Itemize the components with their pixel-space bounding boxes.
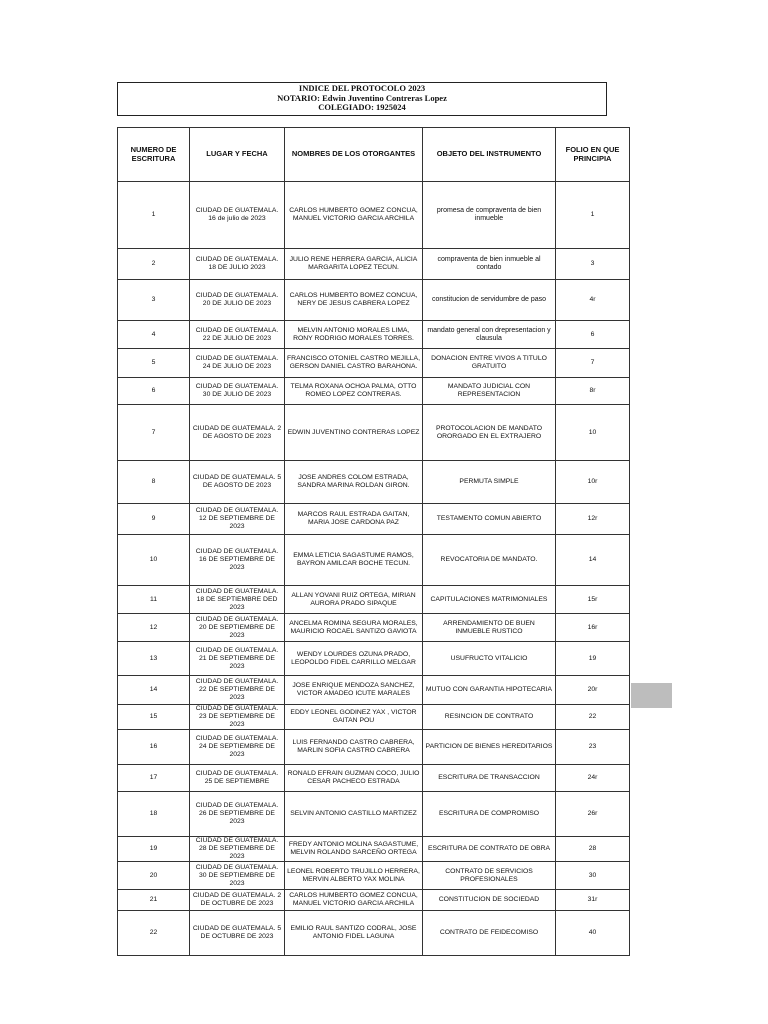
cell-lugar: CIUDAD DE GUATEMALA. 22 DE SEPTIEMBRE DE 2023 (190, 676, 285, 705)
cell-folio: 16r (556, 614, 630, 642)
table-row (118, 535, 630, 586)
cell-otorgantes: SELVIN ANTONIO CASTILLO MARTIZEZ (285, 792, 423, 837)
cell-numero: 16 (118, 730, 190, 765)
cell-objeto: DONACION ENTRE VIVOS A TITULO GRATUITO (423, 349, 556, 378)
cell-lugar: CIUDAD DE GUATEMALA. 24 DE SEPTIEMBRE DE 2023 (190, 730, 285, 765)
cell-otorgantes: JOSE ENRIQUE MENDOZA SANCHEZ, VICTOR AMADEO ICUTE MARALES (285, 676, 423, 705)
cell-folio: 19 (556, 642, 630, 676)
cell-folio: 4r (556, 280, 630, 321)
cell-objeto: MUTUO CON GARANTIA HIPOTECARIA (423, 676, 556, 705)
cell-otorgantes: LEONEL ROBERTO TRUJILLO HERRERA, MERVIN ALBERTO YAX MOLINA (285, 862, 423, 890)
cell-objeto: REVOCATORIA DE MANDATO. (423, 535, 556, 586)
cell-otorgantes: EMILIO RAUL SANTIZO CODRAL, JOSE ANTONIO FIDEL LAGUNA (285, 911, 423, 956)
cell-numero: 9 (118, 504, 190, 535)
cell-folio: 24r (556, 765, 630, 792)
cell-objeto: CONTRATO DE SERVICIOS PROFESIONALES (423, 862, 556, 890)
cell-otorgantes: EMMA LETICIA SAGASTUME RAMOS, BAYRON AMILCAR BOCHE TECUN. (285, 535, 423, 586)
cell-numero: 1 (118, 182, 190, 249)
cell-objeto: CAPITULACIONES MATRIMONIALES (423, 586, 556, 614)
col-header-folio: FOLIO EN QUE PRINCIPIA (556, 128, 630, 182)
cell-objeto: promesa de compraventa de bien inmueble (423, 182, 556, 249)
cell-numero: 2 (118, 249, 190, 280)
cell-folio: 14 (556, 535, 630, 586)
cell-objeto: ESCRITURA DE COMPROMISO (423, 792, 556, 837)
cell-otorgantes: ALLAN YOVANI RUIZ ORTEGA, MIRIAN AURORA PRADO SIPAQUE (285, 586, 423, 614)
cell-objeto: ESCRITURA DE TRANSACCION (423, 765, 556, 792)
cell-otorgantes: MARCOS RAUL ESTRADA GAITAN, MARIA JOSE CARDONA PAZ (285, 504, 423, 535)
table-row (118, 705, 630, 730)
cell-numero: 8 (118, 461, 190, 504)
cell-objeto: TESTAMENTO COMUN ABIERTO (423, 504, 556, 535)
table-row (118, 349, 630, 378)
cell-lugar: CIUDAD DE GUATEMALA. 30 DE JULIO DE 2023 (190, 378, 285, 405)
cell-otorgantes: WENDY LOURDES OZUNA PRADO, LEOPOLDO FIDEL CARRILLO MELGAR (285, 642, 423, 676)
table-row (118, 280, 630, 321)
table-row (118, 642, 630, 676)
cell-folio: 6 (556, 321, 630, 349)
cell-numero: 4 (118, 321, 190, 349)
cell-lugar: CIUDAD DE GUATEMALA. 26 DE SEPTIEMBRE DE 2023 (190, 792, 285, 837)
cell-folio: 31r (556, 890, 630, 911)
cell-otorgantes: FREDY ANTONIO MOLINA SAGASTUME, MELVIN ROLANDO SARCEÑO ORTEGA (285, 837, 423, 862)
cell-folio: 23 (556, 730, 630, 765)
cell-objeto: CONTRATO DE FEIDECOMISO (423, 911, 556, 956)
cell-folio: 20r (556, 676, 630, 705)
cell-lugar: CIUDAD DE GUATEMALA. 20 DE SEPTIEMBRE DE 2023 (190, 614, 285, 642)
side-gray-block (631, 683, 672, 708)
cell-numero: 3 (118, 280, 190, 321)
cell-objeto: RESINCION DE CONTRATO (423, 705, 556, 730)
cell-lugar: CIUDAD DE GUATEMALA. 18 DE SEPTIEMBRE DED 2023 (190, 586, 285, 614)
col-header-otorgantes: NOMBRES DE LOS OTORGANTES (285, 128, 423, 182)
table-row (118, 405, 630, 461)
cell-objeto: USUFRUCTO VITALICIO (423, 642, 556, 676)
notary-registration: COLEGIADO: 1925024 (318, 102, 406, 112)
cell-objeto: mandato general con drepresentacion y clausula (423, 321, 556, 349)
cell-numero: 6 (118, 378, 190, 405)
table-row (118, 378, 630, 405)
table-row (118, 765, 630, 792)
cell-numero: 10 (118, 535, 190, 586)
cell-lugar: CIUDAD DE GUATEMALA. 20 DE JULIO DE 2023 (190, 280, 285, 321)
cell-folio: 1 (556, 182, 630, 249)
cell-otorgantes: RONALD EFRAIN GUZMAN COCO, JULIO CESAR PACHECO ESTRADA (285, 765, 423, 792)
table-row (118, 676, 630, 705)
table-row (118, 182, 630, 249)
cell-objeto: PERMUTA SIMPLE (423, 461, 556, 504)
cell-otorgantes: MELVIN ANTONIO MORALES LIMA, RONY RODRIGO MORALES TORRES. (285, 321, 423, 349)
table-row (118, 730, 630, 765)
cell-numero: 11 (118, 586, 190, 614)
cell-folio: 10 (556, 405, 630, 461)
cell-objeto: CONSTITUCION DE SOCIEDAD (423, 890, 556, 911)
cell-numero: 7 (118, 405, 190, 461)
cell-numero: 12 (118, 614, 190, 642)
cell-lugar: CIUDAD DE GUATEMALA. 28 DE SEPTIEMBRE DE 2023 (190, 837, 285, 862)
table-row (118, 461, 630, 504)
cell-objeto: ESCRITURA DE CONTRATO DE OBRA (423, 837, 556, 862)
table-body (118, 182, 630, 956)
table-row (118, 911, 630, 956)
table-row (118, 862, 630, 890)
cell-lugar: CIUDAD DE GUATEMALA. 12 DE SEPTIEMBRE DE 2023 (190, 504, 285, 535)
cell-lugar: CIUDAD DE GUATEMALA. 2 DE OCTUBRE DE 2023 (190, 890, 285, 911)
cell-lugar: CIUDAD DE GUATEMALA. 18 DE JULIO 2023 (190, 249, 285, 280)
cell-otorgantes: FRANCISCO OTONIEL CASTRO MEJILLA, GERSON DANIEL CASTRO BARAHONA. (285, 349, 423, 378)
table-row (118, 890, 630, 911)
table-row (118, 504, 630, 535)
cell-otorgantes: EDDY LEONEL GODINEZ YAX , VICTOR GAITAN POU (285, 705, 423, 730)
cell-lugar: CIUDAD DE GUATEMALA. 23 DE SEPTIEMBRE DE 2023 (190, 705, 285, 730)
cell-numero: 14 (118, 676, 190, 705)
cell-folio: 15r (556, 586, 630, 614)
cell-numero: 21 (118, 890, 190, 911)
cell-otorgantes: CARLOS HUMBERTO GOMEZ CONCUA, MANUEL VICTORIO GARCIA ARCHILA (285, 182, 423, 249)
cell-numero: 15 (118, 705, 190, 730)
cell-otorgantes: EDWIN JUVENTINO CONTRERAS LOPEZ (285, 405, 423, 461)
cell-folio: 12r (556, 504, 630, 535)
table-row (118, 249, 630, 280)
cell-objeto: MANDATO JUDICIAL CON REPRESENTACION (423, 378, 556, 405)
cell-otorgantes: TELMA ROXANA OCHOA PALMA, OTTO ROMEO LOPEZ CONTRERAS. (285, 378, 423, 405)
cell-folio: 22 (556, 705, 630, 730)
table-row (118, 614, 630, 642)
table-header-row (118, 128, 630, 182)
cell-folio: 40 (556, 911, 630, 956)
cell-lugar: CIUDAD DE GUATEMALA. 24 DE JULIO DE 2023 (190, 349, 285, 378)
col-header-numero: NUMERO DE ESCRITURA (118, 128, 190, 182)
table-row (118, 586, 630, 614)
cell-otorgantes: JULIO RENE HERRERA GARCIA, ALICIA MARGARITA LOPEZ TECUN. (285, 249, 423, 280)
document-title: INDICE DEL PROTOCOLO 2023 (298, 83, 426, 93)
protocol-index-table (117, 127, 630, 956)
cell-lugar: CIUDAD DE GUATEMALA. 25 DE SEPTIEMBRE (190, 765, 285, 792)
cell-numero: 18 (118, 792, 190, 837)
cell-lugar: CIUDAD DE GUATEMALA. 16 DE SEPTIEMBRE DE 2023 (190, 535, 285, 586)
cell-folio: 8r (556, 378, 630, 405)
cell-folio: 7 (556, 349, 630, 378)
cell-folio: 26r (556, 792, 630, 837)
cell-otorgantes: LUIS FERNANDO CASTRO CABRERA, MARLIN SOFIA CASTRO CABRERA (285, 730, 423, 765)
cell-folio: 10r (556, 461, 630, 504)
document-header (117, 82, 607, 116)
col-header-objeto: OBJETO DEL INSTRUMENTO (423, 128, 556, 182)
cell-objeto: PROTOCOLACION DE MANDATO ORORGADO EN EL EXTRAJERO (423, 405, 556, 461)
cell-numero: 17 (118, 765, 190, 792)
cell-otorgantes: CARLOS HUMBERTO GOMEZ CONCUA, MANUEL VICTORIO GARCIA ARCHILA (285, 890, 423, 911)
table-row (118, 321, 630, 349)
cell-numero: 13 (118, 642, 190, 676)
cell-numero: 19 (118, 837, 190, 862)
cell-otorgantes: ANCELMA ROMINA SEGURA MORALES, MAURICIO ROCAEL SANTIZO GAVIOTA (285, 614, 423, 642)
cell-folio: 30 (556, 862, 630, 890)
cell-lugar: CIUDAD DE GUATEMALA. 16 de julio de 2023 (190, 182, 285, 249)
cell-lugar: CIUDAD DE GUATEMALA. 5 DE OCTUBRE DE 2023 (190, 911, 285, 956)
cell-folio: 28 (556, 837, 630, 862)
table-row (118, 837, 630, 862)
col-header-lugar-fecha: LUGAR Y FECHA (190, 128, 285, 182)
cell-objeto: compraventa de bien inmueble al contado (423, 249, 556, 280)
cell-objeto: ARRENDAMIENTO DE BUEN INMUEBLE RUSTICO (423, 614, 556, 642)
cell-objeto: PARTICION DE BIENES HEREDITARIOS (423, 730, 556, 765)
cell-lugar: CIUDAD DE GUATEMALA. 5 DE AGOSTO DE 2023 (190, 461, 285, 504)
cell-lugar: CIUDAD DE GUATEMALA. 21 DE SEPTIEMBRE DE 2023 (190, 642, 285, 676)
cell-numero: 20 (118, 862, 190, 890)
cell-folio: 3 (556, 249, 630, 280)
table-row (118, 792, 630, 837)
notary-name: NOTARIO: Edwin Juventino Contreras Lopez (277, 92, 447, 103)
cell-lugar: CIUDAD DE GUATEMALA. 2 DE AGOSTO DE 2023 (190, 405, 285, 461)
cell-lugar: CIUDAD DE GUATEMALA. 30 DE SEPTIEMBRE DE 2023 (190, 862, 285, 890)
cell-numero: 22 (118, 911, 190, 956)
cell-numero: 5 (118, 349, 190, 378)
cell-lugar: CIUDAD DE GUATEMALA. 22 DE JULIO DE 2023 (190, 321, 285, 349)
cell-otorgantes: CARLOS HUMBERTO BOMEZ CONCUA, NERY DE JESUS CABRERA LOPEZ (285, 280, 423, 321)
cell-objeto: constitucion de servidumbre de paso (423, 280, 556, 321)
cell-otorgantes: JOSE ANDRES COLOM ESTRADA, SANDRA MARINA ROLDAN GIRON. (285, 461, 423, 504)
